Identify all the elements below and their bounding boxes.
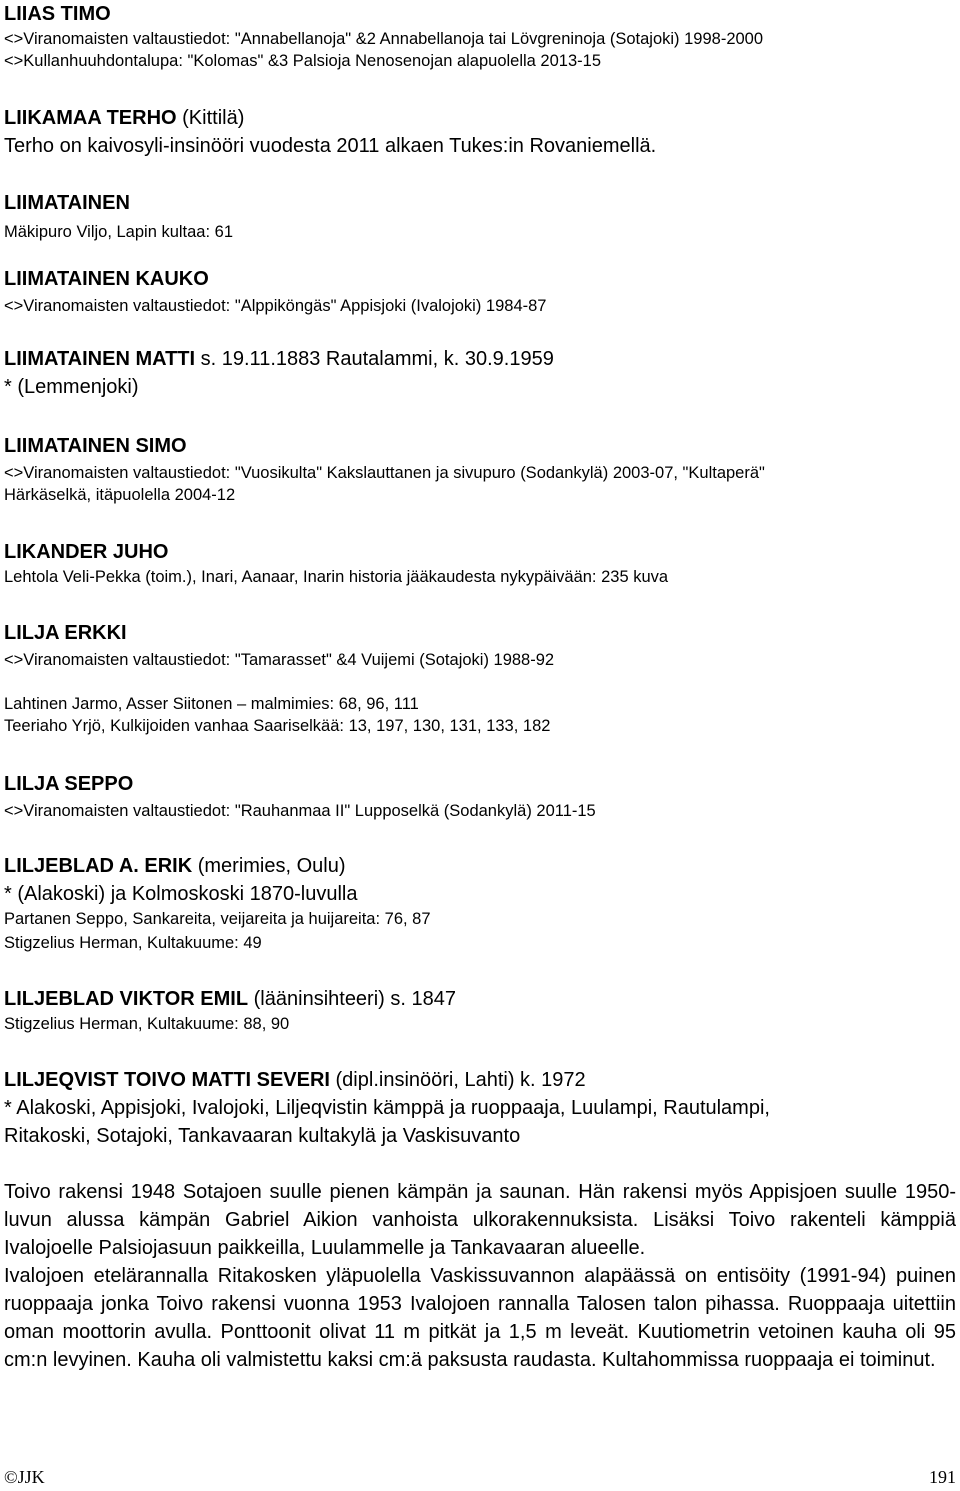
claim-line: <>Viranomaisten valtaustiedot: "Tamarasset" &4 Vuijemi (Sotajoki) 1988-92 xyxy=(4,651,555,669)
entry-liimatainen-kauko xyxy=(4,265,956,317)
entry-name: LIIKAMAA TERHO xyxy=(4,107,177,129)
entry-suffix: (dipl.insinööri, Lahti) k. 1972 xyxy=(329,1069,586,1091)
claim-line: <>Viranomaisten valtaustiedot: "Alppiköngäs" Appisjoki (Ivalojoki) 1984-87 xyxy=(4,297,547,315)
entry-suffix: (lääninsihteeri) s. 1847 xyxy=(248,988,456,1010)
entry-liikamaa-terho xyxy=(4,104,956,160)
entry-name: LIIMATAINEN SIMO xyxy=(4,435,187,457)
entry-likander-juho xyxy=(4,538,956,588)
entry-name: LILJA SEPPO xyxy=(4,773,134,795)
claim-line: Härkäselkä, itäpuolella 2004-12 xyxy=(4,486,236,504)
entry-liljeblad-viktor-emil xyxy=(4,985,956,1035)
entry-suffix: s. 19.11.1883 Rautalammi, k. 30.9.1959 xyxy=(195,348,554,370)
entry-lilja-seppo xyxy=(4,770,956,822)
paragraph: Toivo rakensi 1948 Sotajoen suulle pienen kämpän ja saunan. Hän rakensi myös Appisjoen suulle 1950-luvun alussa kämpän Gabriel Aikion vanhoista ulkorakennuksista. Lisäksi Toivo rakenteli kämppiä Ivalojoelle Palsiojasuun paikkeilla, Luulammelle ja Tankavaaran alueelle. xyxy=(4,1181,956,1259)
entry-suffix: (Kittilä) xyxy=(176,107,245,129)
entry-text: * (Alakoski) ja Kolmoskoski 1870-luvulla xyxy=(4,883,358,905)
entry-name: LIIMATAINEN xyxy=(4,192,130,214)
entry-text: Ritakoski, Sotajoki, Tankavaaran kultakylä ja Vaskisuvanto xyxy=(4,1125,521,1147)
entry-name: LILJEBLAD VIKTOR EMIL xyxy=(4,988,249,1010)
entry-name: LIIMATAINEN MATTI xyxy=(4,348,196,370)
entry-liias-timo xyxy=(4,0,956,72)
claim-line: <>Viranomaisten valtaustiedot: "Rauhanmaa II" Lupposelkä (Sodankylä) 2011-15 xyxy=(4,802,596,820)
entry-liljeqvist-toivo xyxy=(4,1066,956,1374)
entry-name: LILJEBLAD A. ERIK xyxy=(4,855,193,877)
entry-name: LIKANDER JUHO xyxy=(4,541,169,563)
entry-text: Terho on kaivosyli-insinööri vuodesta 2011 alkaen Tukes:in Rovaniemellä. xyxy=(4,135,657,157)
entry-text: * (Lemmenjoki) xyxy=(4,376,139,398)
entry-text: * Alakoski, Appisjoki, Ivalojoki, Liljeqvistin kämppä ja ruoppaaja, Luulampi, Rautulampi, xyxy=(4,1097,770,1119)
page-number: 191 xyxy=(929,1467,956,1487)
copyright-mark: ©JJK xyxy=(4,1467,45,1487)
entry-suffix: (merimies, Oulu) xyxy=(192,855,346,877)
entry-liljeblad-a-erik xyxy=(4,852,956,954)
entry-name: LILJA ERKKI xyxy=(4,622,127,644)
entry-name: LIIAS TIMO xyxy=(4,3,111,25)
paragraph: Ivalojoen etelärannalla Ritakosken yläpuolella Vaskissuvannon alapäässä on entisöity (1991-94) puinen ruoppaaja jonka Toivo rakensi vuonna 1953 Ivalojoen rannalla Talosen talon pihassa. Ruoppaaja uitettiin oman moottorin avulla. Ponttoonit olivat 11 m pitkät ja 1,5 m leveät. Kuutiometrin vetoinen kauha oli 95 cm:n levyinen. Kauha oli valmistettu kaksi cm:ä paksusta raudasta. Kultahommissa ruoppaaja ei toiminut. xyxy=(4,1265,956,1371)
ref-line: Lehtola Veli-Pekka (toim.), Inari, Aanaar, Inarin historia jääkaudesta nykypäivään: 235 kuva xyxy=(4,568,669,586)
claim-line: <>Kullanhuuhdontalupa: "Kolomas" &3 Palsioja Nenosenojan alapuolella 2013-15 xyxy=(4,52,601,70)
entry-liimatainen-matti xyxy=(4,345,956,401)
ref-line: Lahtinen Jarmo, Asser Siitonen – malmimies: 68, 96, 111 xyxy=(4,695,419,713)
entry-lilja-erkki xyxy=(4,619,956,737)
entry-name: LIIMATAINEN KAUKO xyxy=(4,268,209,290)
entry-name: LILJEQVIST TOIVO MATTI SEVERI xyxy=(4,1069,330,1091)
entry-liimatainen xyxy=(4,189,956,243)
ref-line: Stigzelius Herman, Kultakuume: 49 xyxy=(4,934,262,952)
ref-line: Mäkipuro Viljo, Lapin kultaa: 61 xyxy=(4,223,234,241)
claim-line: <>Viranomaisten valtaustiedot: "Annabellanoja" &2 Annabellanoja tai Lövgreninoja (Sotajoki) 1998-2000 xyxy=(4,30,764,48)
ref-line: Partanen Seppo, Sankareita, veijareita ja huijareita: 76, 87 xyxy=(4,910,431,928)
claim-line: <>Viranomaisten valtaustiedot: "Vuosikulta" Kakslauttanen ja sivupuro (Sodankylä) 2003-07, "Kultaperä" xyxy=(4,464,765,482)
ref-line: Stigzelius Herman, Kultakuume: 88, 90 xyxy=(4,1015,290,1033)
entry-liimatainen-simo xyxy=(4,432,956,506)
ref-line: Teeriaho Yrjö, Kulkijoiden vanhaa Saariselkää: 13, 197, 130, 131, 133, 182 xyxy=(4,717,551,735)
